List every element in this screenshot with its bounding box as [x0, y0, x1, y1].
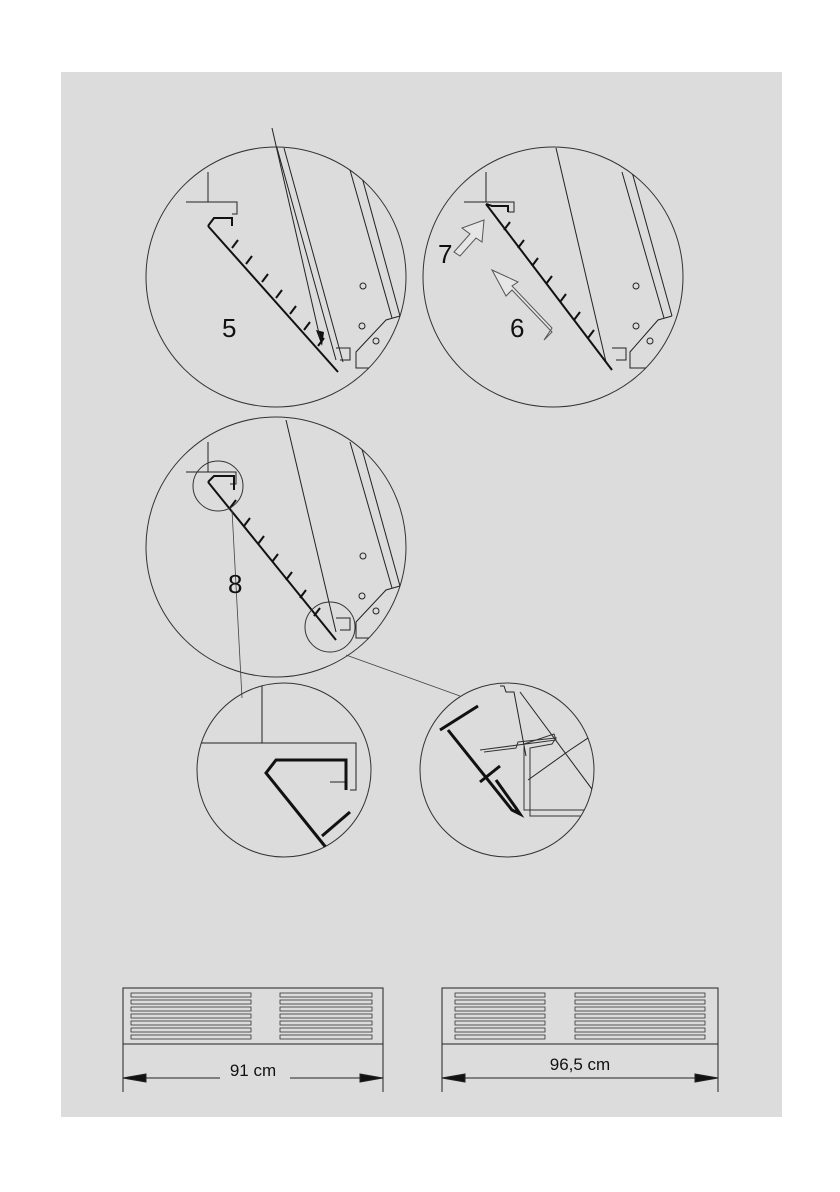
- detail-circle-step-5: [146, 128, 420, 407]
- zoom-marker-top: [193, 461, 243, 511]
- step-number-8: 8: [228, 569, 243, 599]
- detail-circle-step-6-7: [423, 147, 690, 407]
- step-number-6: 6: [510, 313, 525, 343]
- detail-circle-step-8: [146, 417, 460, 698]
- zoom-marker-bottom: [305, 602, 355, 652]
- arrow-up-right-icon: [454, 220, 484, 256]
- front-panel-96-5cm: [442, 988, 718, 1092]
- zoom-detail-bottom-hook: [420, 683, 600, 857]
- width-label-left: 91 cm: [229, 1061, 277, 1080]
- zoom-detail-top-hook: [197, 683, 371, 857]
- step-number-5: 5: [222, 313, 237, 343]
- width-label-right: 96,5 cm: [549, 1055, 611, 1074]
- step-number-7: 7: [438, 239, 453, 269]
